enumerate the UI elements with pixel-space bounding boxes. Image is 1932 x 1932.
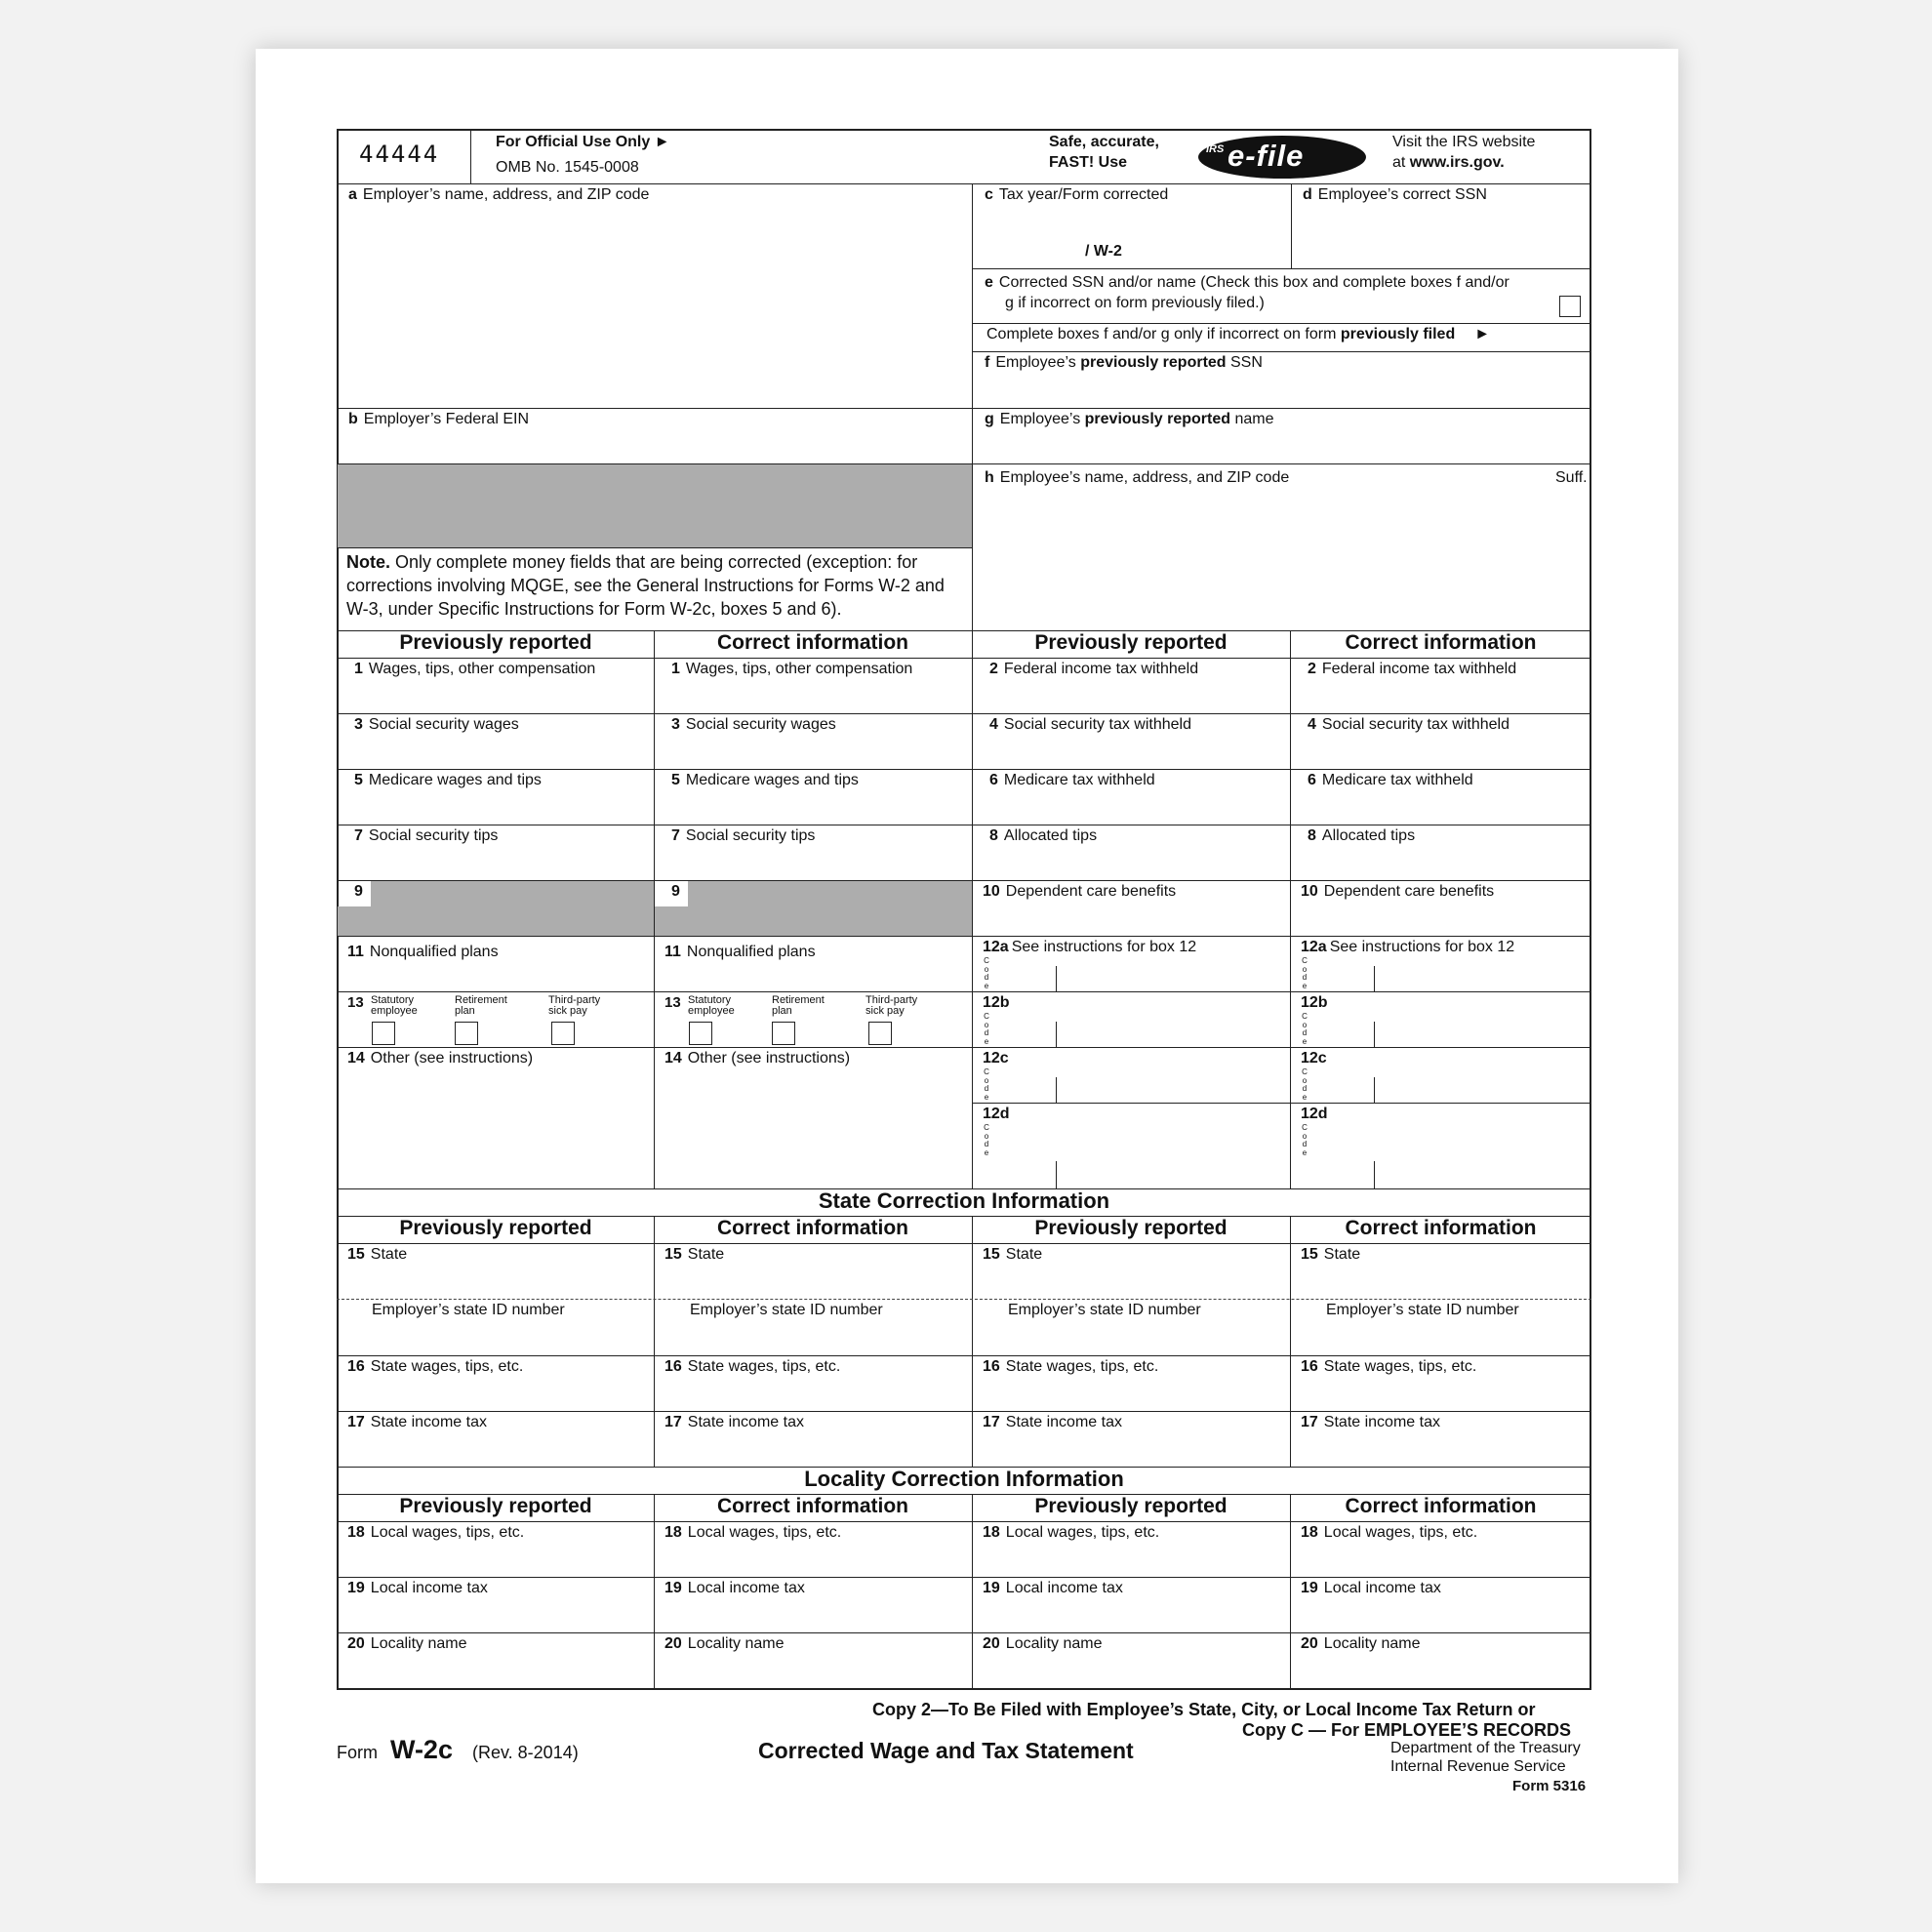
box12a-prev-amount[interactable] — [1058, 966, 1288, 990]
rule-locality-18-bottom — [337, 1577, 1591, 1578]
box1-prev-label: 1 Wages, tips, other compensation — [354, 661, 596, 677]
box13-prev-statutory-label: Statutory employee — [371, 994, 418, 1017]
rule-f-g — [972, 408, 1591, 409]
box-d-field[interactable] — [1293, 207, 1590, 265]
box9-prev-shade — [371, 881, 654, 936]
box-f-label: f Employee’s previously reported SSN — [985, 354, 1263, 371]
locality-header-correct-col2: Correct information — [716, 1495, 908, 1517]
box-b-label: b Employer’s Federal EIN — [348, 411, 530, 427]
state-header-prev-col3: Previously reported — [1034, 1217, 1228, 1239]
footer-form-title: Corrected Wage and Tax Statement — [758, 1738, 1134, 1763]
box12b-prev-code-sep — [1056, 1022, 1057, 1047]
box19-col4-label: 19 Local income tax — [1301, 1580, 1441, 1596]
box12d-prev-label: 12d — [983, 1106, 1010, 1122]
footer-form-name: W-2c — [390, 1735, 453, 1764]
box5-prev-label: 5 Medicare wages and tips — [354, 772, 542, 788]
box12a-correct-amount[interactable] — [1376, 966, 1590, 990]
state-id-col2-label: Employer’s state ID number — [690, 1302, 883, 1318]
box18-col1-label: 18 Local wages, tips, etc. — [347, 1524, 525, 1541]
box-h-suffix: Suff. — [1555, 469, 1588, 486]
rule-cd-e — [972, 268, 1591, 269]
box13-correct-thirdparty-label: Third-party sick pay — [865, 994, 918, 1017]
footer-form-5316: Form 5316 — [1512, 1778, 1587, 1794]
box6-correct-label: 6 Medicare tax withheld — [1308, 772, 1473, 788]
box-a-field[interactable] — [339, 207, 971, 406]
state-id-col3-label: Employer’s state ID number — [1008, 1302, 1201, 1318]
rule-a-b — [337, 408, 973, 409]
state-id-col4-label: Employer’s state ID number — [1326, 1302, 1519, 1318]
state-header-correct-col4: Correct information — [1345, 1217, 1537, 1239]
box5-correct-label: 5 Medicare wages and tips — [671, 772, 859, 788]
box18-col4-label: 18 Local wages, tips, etc. — [1301, 1524, 1478, 1541]
safe-accurate-line2: FAST! Use — [1049, 154, 1128, 171]
box13-prev-retirement-label: Retirement plan — [455, 994, 507, 1017]
box-g-field[interactable] — [974, 431, 1590, 463]
box8-correct-label: 8 Allocated tips — [1308, 827, 1416, 844]
box3-prev-label: 3 Social security wages — [354, 716, 519, 733]
box-e-checkbox[interactable] — [1559, 296, 1581, 317]
safe-accurate-line1: Safe, accurate, — [1049, 134, 1159, 150]
box13-correct-retirement-checkbox[interactable] — [772, 1022, 795, 1045]
box16-col1-label: 16 State wages, tips, etc. — [347, 1358, 524, 1375]
efile-logo-text: e-file — [1228, 139, 1305, 173]
box12a-prev-label: 12a See instructions for box 12 — [983, 939, 1197, 955]
box20-col1-label: 20 Locality name — [347, 1635, 467, 1652]
rule-c-d — [1291, 183, 1292, 268]
rule-row7 — [337, 1047, 1591, 1048]
locality-col-divider-2 — [972, 1494, 973, 1690]
efile-logo-irs: IRS — [1206, 143, 1225, 155]
box13-correct-retirement-label: Retirement plan — [772, 994, 825, 1017]
box6-prev-label: 6 Medicare tax withheld — [989, 772, 1155, 788]
box17-col4-label: 17 State income tax — [1301, 1414, 1440, 1430]
box19-col2-label: 19 Local income tax — [664, 1580, 805, 1596]
box12d-prev-code-letters: C o d e — [984, 1123, 989, 1157]
box12a-prev-code-letters: C o d e — [984, 956, 989, 990]
box17-col2-label: 17 State income tax — [664, 1414, 804, 1430]
box13-prev-number: 13 — [347, 994, 364, 1011]
box-c-label: c Tax year/Form corrected — [985, 186, 1169, 203]
box15-col4-label: 15 State — [1301, 1246, 1361, 1263]
box-g-label: g Employee’s previously reported name — [985, 411, 1274, 427]
box7-prev-label: 7 Social security tips — [354, 827, 499, 844]
box20-col3-label: 20 Locality name — [983, 1635, 1103, 1652]
rule-complete-f — [972, 351, 1591, 352]
complete-boxes-instruction: Complete boxes f and/or g only if incorrect on form previously filed ► — [986, 326, 1491, 342]
locality-header-correct-col4: Correct information — [1345, 1495, 1537, 1517]
rule-gray-note — [337, 547, 973, 548]
visit-irs-line2 — [1392, 154, 1505, 172]
locality-col-divider-1 — [654, 1494, 655, 1690]
box14-prev-label: 14 Other (see instructions) — [347, 1050, 534, 1067]
visit-irs-at: at — [1392, 154, 1410, 171]
header-divider — [470, 129, 471, 183]
rule-state-id-bottom — [337, 1355, 1591, 1356]
box16-col3-label: 16 State wages, tips, etc. — [983, 1358, 1159, 1375]
state-col-divider-1 — [654, 1216, 655, 1467]
box10-correct-label: 10 Dependent care benefits — [1301, 883, 1495, 900]
box12c-correct-code-sep — [1374, 1077, 1375, 1103]
box16-col2-label: 16 State wages, tips, etc. — [664, 1358, 841, 1375]
box12a-correct-code-letters: C o d e — [1302, 956, 1308, 990]
note-text: Note. Only complete money fields that are being corrected (exception: for corrections involving MQGE, see the General Instructions for Forms W-2 and W-3, under Specific Instructions for Form W-2c, boxes 5 and 6). — [346, 552, 945, 619]
box9-prev-number: 9 — [354, 883, 363, 900]
rule-locality-19-bottom — [337, 1632, 1591, 1633]
state-id-col1-label: Employer’s state ID number — [372, 1302, 565, 1318]
box-h-label: h Employee’s name, address, and ZIP code — [985, 469, 1290, 486]
efile-logo — [1198, 136, 1366, 179]
locality-header-prev-col1: Previously reported — [399, 1495, 592, 1517]
box-c-form-w2: / W-2 — [1085, 243, 1122, 260]
box12d-correct-code-sep — [1374, 1161, 1375, 1188]
box10-prev-label: 10 Dependent care benefits — [983, 883, 1177, 900]
box12b-correct-code-sep — [1374, 1022, 1375, 1047]
box12c-correct-code-letters: C o d e — [1302, 1067, 1308, 1102]
box9-prev-shade-lower — [338, 906, 371, 936]
state-dashed-rule — [337, 1299, 1591, 1300]
rule-row2 — [337, 769, 1591, 770]
state-header-prev-col1: Previously reported — [399, 1217, 592, 1239]
locality-section-title: Locality Correction Information — [804, 1467, 1124, 1491]
official-use-label: For Official Use Only ► — [496, 134, 670, 150]
box12b-prev-label: 12b — [983, 994, 1010, 1011]
locality-header-prev-col3: Previously reported — [1034, 1495, 1228, 1517]
form-id-number: 44444 — [359, 141, 440, 168]
state-col-divider-3 — [1290, 1216, 1291, 1467]
shaded-area — [338, 464, 972, 547]
box-e-line1: e Corrected SSN and/or name (Check this box and complete boxes f and/or — [985, 274, 1509, 291]
box18-col3-label: 18 Local wages, tips, etc. — [983, 1524, 1160, 1541]
box12d-correct-code-letters: C o d e — [1302, 1123, 1308, 1157]
box-f-field[interactable] — [974, 375, 1590, 406]
box9-correct-number: 9 — [671, 883, 680, 900]
box7-correct-label: 7 Social security tips — [671, 827, 816, 844]
box1-correct-label: 1 Wages, tips, other compensation — [671, 661, 913, 677]
box-h-field[interactable] — [974, 490, 1590, 628]
box19-col1-label: 19 Local income tax — [347, 1580, 488, 1596]
header-prev-col3: Previously reported — [1034, 631, 1228, 654]
box12a-correct-label: 12a See instructions for box 12 — [1301, 939, 1515, 955]
box11-prev-label: 11 Nonqualified plans — [347, 944, 499, 960]
box13-correct-statutory-checkbox[interactable] — [689, 1022, 712, 1045]
rule-g-h — [972, 463, 1591, 464]
box16-col4-label: 16 State wages, tips, etc. — [1301, 1358, 1477, 1375]
box12c-prev-label: 12c — [983, 1050, 1009, 1067]
state-col-divider-2 — [972, 1216, 973, 1467]
footer-irs: Internal Revenue Service — [1390, 1758, 1566, 1775]
box17-col3-label: 17 State income tax — [983, 1414, 1122, 1430]
box9-correct-shade — [688, 881, 972, 936]
box13-prev-statutory-checkbox[interactable] — [372, 1022, 395, 1045]
footer-dept-treasury: Department of the Treasury — [1390, 1740, 1581, 1756]
footer-revision: (Rev. 8-2014) — [472, 1743, 579, 1762]
box14-prev-field[interactable] — [339, 1071, 653, 1187]
box15-col3-label: 15 State — [983, 1246, 1043, 1263]
box15-col2-label: 15 State — [664, 1246, 725, 1263]
box12b-correct-code-letters: C o d e — [1302, 1012, 1308, 1046]
box13-prev-thirdparty-checkbox[interactable] — [551, 1022, 575, 1045]
header-correct-col4: Correct information — [1345, 631, 1537, 654]
box12d-correct-label: 12d — [1301, 1106, 1328, 1122]
box2-prev-label: 2 Federal income tax withheld — [989, 661, 1199, 677]
box4-correct-label: 4 Social security tax withheld — [1308, 716, 1509, 733]
box14-correct-field[interactable] — [656, 1071, 970, 1187]
box4-prev-label: 4 Social security tax withheld — [989, 716, 1191, 733]
state-header-correct-col2: Correct information — [716, 1217, 908, 1239]
header-prev-col1: Previously reported — [399, 631, 592, 654]
box20-col2-label: 20 Locality name — [664, 1635, 785, 1652]
center-divider-upper — [972, 183, 973, 1188]
rule-row5 — [337, 936, 1591, 937]
box19-col3-label: 19 Local income tax — [983, 1580, 1123, 1596]
box18-col2-label: 18 Local wages, tips, etc. — [664, 1524, 842, 1541]
box12d-prev-code-sep — [1056, 1161, 1057, 1188]
box8-prev-label: 8 Allocated tips — [989, 827, 1098, 844]
box13-correct-thirdparty-checkbox[interactable] — [868, 1022, 892, 1045]
box17-col1-label: 17 State income tax — [347, 1414, 487, 1430]
box12a-correct-code-sep — [1374, 966, 1375, 991]
box2-correct-label: 2 Federal income tax withheld — [1308, 661, 1517, 677]
box-a-label: a Employer’s name, address, and ZIP code — [348, 186, 650, 203]
box-d-label: d Employee’s correct SSN — [1303, 186, 1487, 203]
rule-header-bottom — [337, 658, 1591, 659]
rule-row1 — [337, 713, 1591, 714]
box-e-line2: g if incorrect on form previously filed.) — [1005, 295, 1265, 311]
footer-copy2: Copy 2—To Be Filed with Employee’s State, City, or Local Income Tax Return or — [872, 1700, 1536, 1719]
rule-row8-right — [972, 1103, 1591, 1104]
rule-locality-header-bottom — [337, 1521, 1591, 1522]
header-correct-col2: Correct information — [716, 631, 908, 654]
footer-copyc: Copy C — For EMPLOYEE’S RECORDS — [1242, 1720, 1572, 1740]
rule-state-16-bottom — [337, 1411, 1591, 1412]
box13-prev-thirdparty-label: Third-party sick pay — [548, 994, 601, 1017]
omb-number: OMB No. 1545-0008 — [496, 159, 639, 176]
rule-state-header-bottom — [337, 1243, 1591, 1244]
box12c-correct-label: 12c — [1301, 1050, 1327, 1067]
box-c-field[interactable] — [974, 207, 1289, 240]
box13-correct-statutory-label: Statutory employee — [688, 994, 735, 1017]
box-b-field[interactable] — [339, 431, 971, 463]
box14-correct-label: 14 Other (see instructions) — [664, 1050, 851, 1067]
locality-col-divider-3 — [1290, 1494, 1291, 1690]
box20-col4-label: 20 Locality name — [1301, 1635, 1421, 1652]
state-section-title: State Correction Information — [818, 1188, 1110, 1213]
rule-e-complete — [972, 323, 1591, 324]
visit-irs-line1: Visit the IRS website — [1392, 134, 1536, 150]
box3-correct-label: 3 Social security wages — [671, 716, 836, 733]
box11-correct-label: 11 Nonqualified plans — [664, 944, 816, 960]
box12b-prev-code-letters: C o d e — [984, 1012, 989, 1046]
rule-row6 — [337, 991, 1591, 992]
box12a-prev-code-sep — [1056, 966, 1057, 991]
header-bottom-rule — [337, 183, 1591, 184]
irs-website-link[interactable]: www.irs.gov. — [1409, 154, 1505, 171]
box12c-prev-code-letters: C o d e — [984, 1067, 989, 1102]
footer-form-word: Form — [337, 1743, 378, 1762]
box15-col1-label: 15 State — [347, 1246, 408, 1263]
box12b-correct-label: 12b — [1301, 994, 1328, 1011]
box13-prev-retirement-checkbox[interactable] — [455, 1022, 478, 1045]
box13-correct-number: 13 — [664, 994, 681, 1011]
box12c-prev-code-sep — [1056, 1077, 1057, 1103]
box9-correct-shade-lower — [655, 906, 688, 936]
